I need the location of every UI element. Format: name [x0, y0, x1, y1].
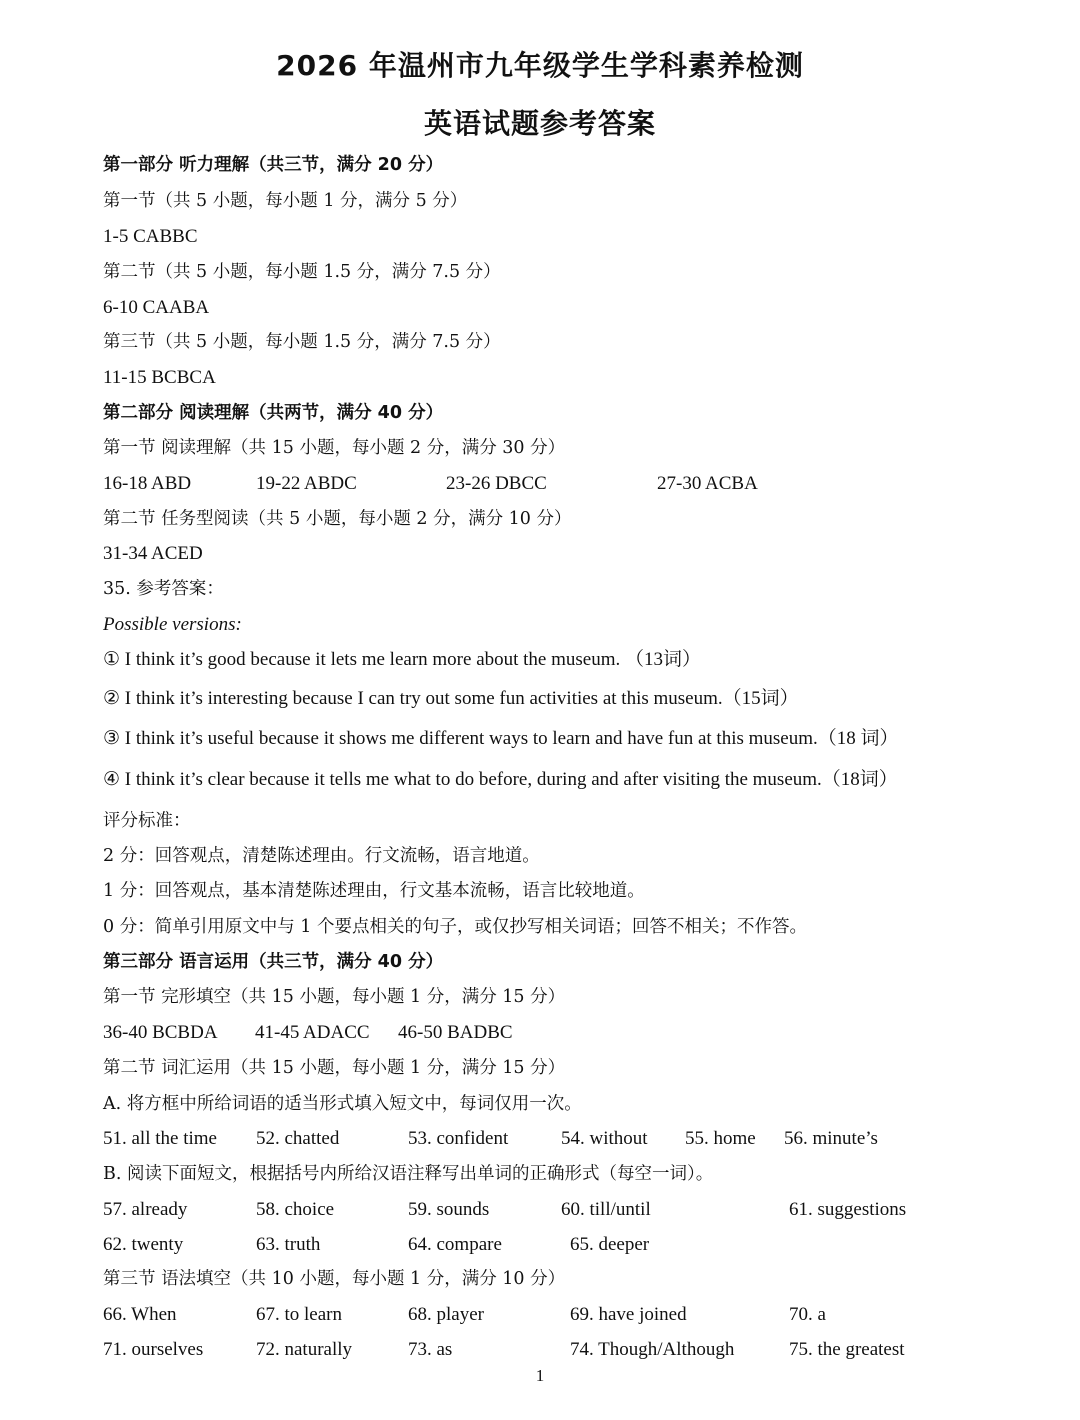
title-line-1: 2026 年温州市九年级学生学科素养检测 [276, 49, 804, 82]
grammar-answer: 69. have joined [570, 1304, 687, 1325]
grammar-answer: 70. a [789, 1304, 826, 1325]
grammar-answer: 71. ourselves [103, 1339, 204, 1360]
part1-answers2: 6-10 CAABA [103, 297, 210, 318]
title-line-2: 英语试题参考答案 [423, 107, 656, 140]
part2-section2: 第二节 任务型阅读（共 5 小题，每小题 2 分，满分 10 分） [103, 509, 572, 529]
possible-versions-label: Possible versions: [103, 614, 242, 635]
vocab-b-answer: 65. deeper [570, 1234, 650, 1255]
grammar-answer: 68. player [408, 1304, 484, 1325]
part2-heading: 第二部分 阅读理解（共两节，满分 40 分） [103, 403, 444, 423]
cloze-answer: 46-50 BADBC [398, 1022, 513, 1043]
page-number: 1 [535, 1366, 545, 1385]
part1-answers3: 11-15 BCBCA [103, 367, 216, 388]
task-reading-answers: 31-34 ACED [103, 543, 203, 564]
part1-answers1: 1-5 CABBC [103, 226, 198, 247]
criteria-item: 1 分：回答观点，基本清楚陈述理由，行文基本流畅，语言比较地道。 [103, 881, 645, 901]
vocab-a-answer: 51. all the time [103, 1128, 217, 1149]
grammar-answer: 75. the greatest [789, 1339, 905, 1360]
grammar-answer: 73. as [408, 1339, 453, 1360]
vocab-b-answer: 64. compare [408, 1234, 502, 1255]
criteria-item: 0 分：简单引用原文中与 1 个要点相关的句子，或仅抄写相关词语；回答不相关；不作答。 [103, 917, 807, 937]
version-item: ③ I think it’s useful because it shows me different ways to learn and have fun at this museum.（18 词） [103, 728, 899, 749]
vocab-b-answer: 63. truth [256, 1234, 321, 1255]
grammar-answer: 72. naturally [256, 1339, 353, 1360]
vocab-a-answer: 52. chatted [256, 1128, 340, 1149]
part3-heading: 第三部分 语言运用（共三节，满分 40 分） [103, 952, 444, 972]
version-item: ① I think it’s good because it lets me learn more about the museum. （13词） [103, 649, 701, 670]
vocab-b-answer: 58. choice [256, 1199, 335, 1220]
version-item: ② I think it’s interesting because I can try out some fun activities at this museum.（15词） [103, 688, 799, 709]
cloze-answer: 36-40 BCBDA [103, 1022, 218, 1043]
part1-section1: 第一节（共 5 小题，每小题 1 分，满分 5 分） [103, 191, 468, 211]
vocab-b-answer: 60. till/until [561, 1199, 651, 1220]
criteria-item: 2 分：回答观点，清楚陈述理由。行文流畅，语言地道。 [103, 846, 540, 866]
grammar-answer: 66. When [103, 1304, 177, 1325]
reading-answer: 27-30 ACBA [657, 473, 758, 494]
cloze-answer: 41-45 ADACC [255, 1022, 370, 1043]
vocab-b-answer: 57. already [103, 1199, 188, 1220]
vocab-b-answer: 62. twenty [103, 1234, 184, 1255]
vocab-a-answer: 54. without [561, 1128, 648, 1149]
vocab-a-instruction: A. 将方框中所给词语的适当形式填入短文中，每词仅用一次。 [103, 1094, 582, 1114]
vocab-b-answer: 59. sounds [408, 1199, 490, 1220]
part1-section2: 第二节（共 5 小题，每小题 1.5 分，满分 7.5 分） [103, 262, 501, 282]
reading-answer: 19-22 ABDC [256, 473, 357, 494]
vocab-b-instruction: B. 阅读下面短文，根据括号内所给汉语注释写出单词的正确形式（每空一词）。 [103, 1164, 714, 1184]
reading-answer: 23-26 DBCC [446, 473, 547, 494]
vocab-b-answer: 61. suggestions [789, 1199, 907, 1220]
vocab-a-answer: 56. minute’s [784, 1128, 878, 1149]
vocab-a-answer: 53. confident [408, 1128, 509, 1149]
version-item: ④ I think it’s clear because it tells me what to do before, during and after visiting the museum.（18词） [103, 769, 898, 790]
criteria-title: 评分标准： [103, 811, 191, 831]
reading-answer: 16-18 ABD [103, 473, 192, 494]
part3-section1: 第一节 完形填空（共 15 小题，每小题 1 分，满分 15 分） [103, 987, 566, 1007]
part1-section3: 第三节（共 5 小题，每小题 1.5 分，满分 7.5 分） [103, 332, 501, 352]
part3-section2: 第二节 词汇运用（共 15 小题，每小题 1 分，满分 15 分） [103, 1058, 566, 1078]
part2-section1: 第一节 阅读理解（共 15 小题，每小题 2 分，满分 30 分） [103, 438, 566, 458]
grammar-answer: 74. Though/Although [570, 1339, 735, 1360]
vocab-a-answer: 55. home [685, 1128, 756, 1149]
part3-section3: 第三节 语法填空（共 10 小题，每小题 1 分，满分 10 分） [103, 1269, 566, 1289]
grammar-answer: 67. to learn [256, 1304, 343, 1325]
part1-heading: 第一部分 听力理解（共三节，满分 20 分） [103, 155, 444, 175]
q35-label: 35. 参考答案： [103, 579, 224, 599]
